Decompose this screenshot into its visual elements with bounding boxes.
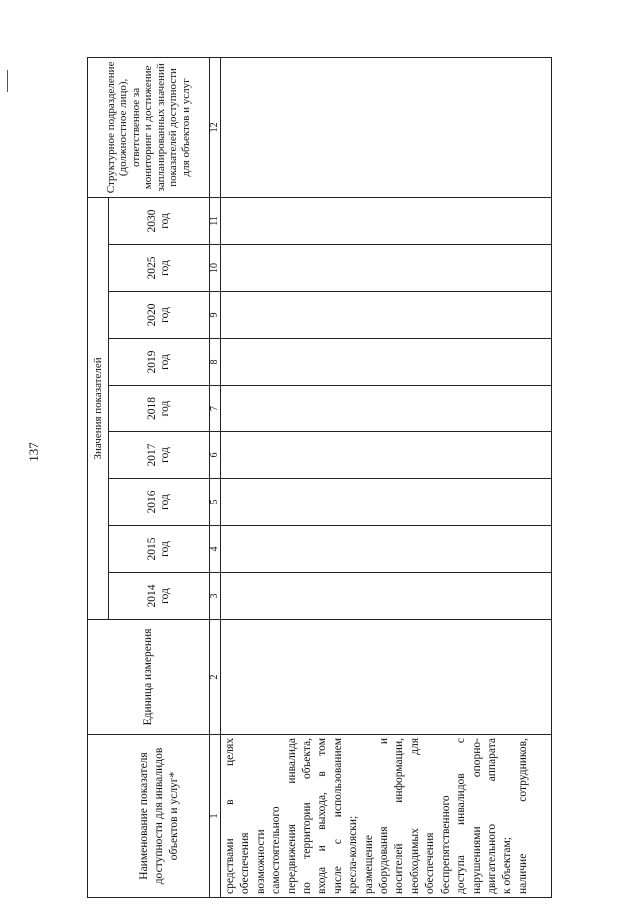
page-number: 137	[26, 442, 41, 462]
column-number: 8	[210, 339, 221, 386]
text-line: беспрепятственного	[439, 795, 452, 894]
header-year-2020	[109, 292, 210, 339]
text-line: оборудования и	[378, 738, 391, 894]
year-suffix: год	[159, 400, 171, 417]
header-year-2018	[109, 386, 210, 432]
year-label: 2020	[146, 303, 158, 327]
column-number: 6	[210, 432, 221, 479]
text-line: обеспечения	[239, 832, 252, 894]
text-line: возможности	[254, 829, 267, 894]
header-year-2030	[109, 197, 210, 244]
indicator-text	[221, 735, 549, 897]
header-indicator-name: Наименование показателя доступности для инвалидов объектов и услуг*	[88, 735, 210, 898]
year-suffix: год	[159, 260, 171, 276]
year-suffix: год	[159, 447, 171, 463]
text-line: двигательного аппарата	[485, 738, 498, 894]
year-label: 2018	[146, 397, 158, 420]
text-line: кресла-коляски;	[347, 815, 360, 894]
indicator-cell	[221, 735, 552, 898]
column-number: 10	[210, 245, 221, 292]
column-number: 2	[210, 620, 221, 735]
column-number: 11	[210, 197, 221, 244]
header-values-group: Значения показателей	[88, 197, 109, 619]
value-cell-2017	[221, 432, 552, 479]
header-year-2017	[109, 432, 210, 479]
unit-cell	[221, 620, 552, 735]
value-cell-2025	[221, 245, 552, 292]
value-cell-2018	[221, 386, 552, 432]
header-year-2016	[109, 479, 210, 526]
indicators-table-rotated	[87, 58, 571, 898]
year-label: 2014	[146, 584, 158, 608]
header-year-2015	[109, 526, 210, 573]
year-suffix: год	[159, 494, 171, 510]
column-number: 1	[210, 735, 221, 898]
year-label: 2016	[146, 490, 158, 514]
table-row	[221, 57, 552, 897]
text-line: нарушениями опорно-	[470, 738, 483, 894]
year-suffix: год	[159, 354, 171, 370]
year-label: 2030	[146, 209, 158, 233]
column-number: 7	[210, 386, 221, 432]
column-number: 12	[210, 57, 221, 197]
year-suffix: год	[159, 541, 171, 557]
column-number: 4	[210, 526, 221, 573]
header-year-2025	[109, 245, 210, 292]
value-cell-2015	[221, 526, 552, 573]
year-suffix: год	[159, 588, 171, 604]
text-line: к объектам;	[501, 836, 514, 894]
text-line: носителей информации,	[393, 738, 406, 894]
header-year-2019	[109, 339, 210, 386]
text-line: средствами в целях	[224, 738, 236, 894]
header-structural-unit: Структурное подразделение (должностное лицо), ответственное за мониторинг и достижение запланированных значений показателей доступности для объектов и услуг	[88, 57, 210, 197]
value-cell-2014	[221, 573, 552, 620]
column-number: 9	[210, 292, 221, 339]
value-cell-2020	[221, 292, 552, 339]
text-line: доступа инвалидов с	[455, 738, 468, 894]
text-line: размещение	[362, 835, 375, 894]
column-number: 5	[210, 479, 221, 526]
year-label: 2019	[146, 350, 158, 374]
text-line: необходимых для	[408, 738, 421, 894]
column-number-row	[210, 57, 221, 897]
header-row-1	[88, 57, 109, 897]
year-suffix: год	[159, 213, 171, 229]
text-line: по территории объекта,	[301, 738, 314, 894]
text-line: числе с использованием	[331, 738, 344, 894]
indicators-table	[87, 57, 552, 898]
scan-edge-mark	[7, 70, 8, 92]
header-year-2014	[109, 573, 210, 620]
column-number: 3	[210, 573, 221, 620]
value-cell-2019	[221, 339, 552, 386]
value-cell-2016	[221, 479, 552, 526]
text-line: наличие сотрудников,	[516, 738, 529, 894]
year-suffix: год	[159, 307, 171, 323]
header-unit: Единица измерения	[88, 620, 210, 735]
text-line: обеспечения	[424, 832, 437, 894]
text-line: самостоятельного	[270, 806, 283, 894]
value-cell-2030	[221, 197, 552, 244]
text-line: входа и выхода, в том	[316, 738, 329, 894]
structural-unit-cell	[221, 57, 552, 197]
year-label: 2015	[146, 537, 158, 561]
year-label: 2025	[146, 256, 158, 280]
year-label: 2017	[146, 443, 158, 467]
text-line: передвижения инвалида	[285, 738, 298, 894]
